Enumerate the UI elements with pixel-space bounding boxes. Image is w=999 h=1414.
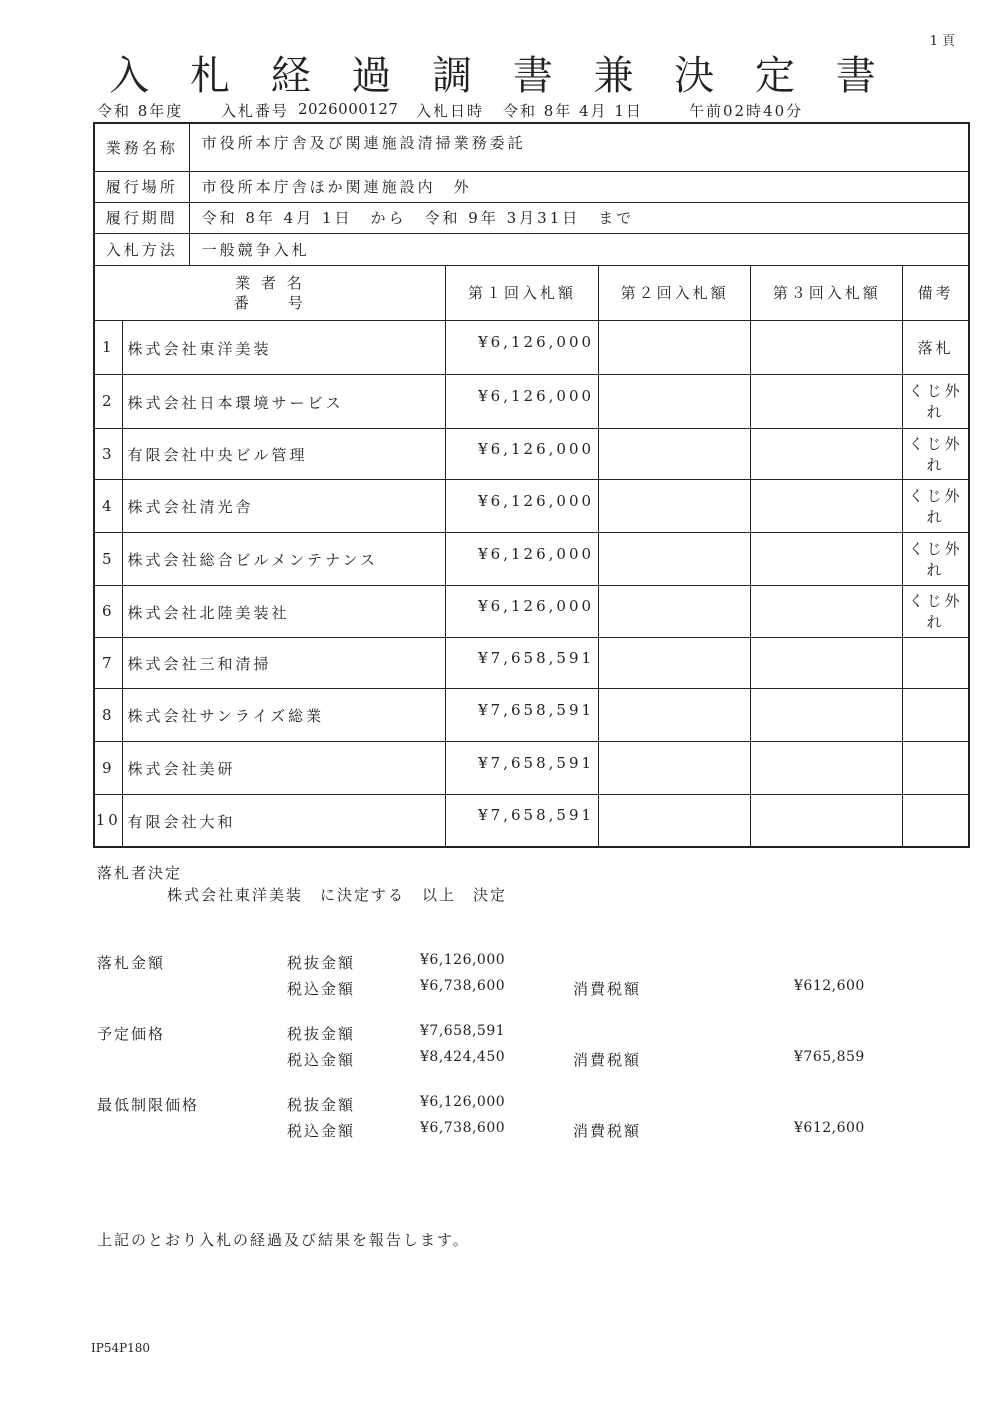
header-row xyxy=(94,171,969,202)
header-label: 入札方法 xyxy=(94,233,189,265)
summary-sub2-value: ¥6,738,600 xyxy=(420,978,506,994)
round3-amount xyxy=(751,794,903,847)
bid-date-label: 入札日時 xyxy=(416,102,485,120)
company-name: 株式会社サンライズ総業 xyxy=(122,688,445,741)
summary-sub2-label: 税込金額 xyxy=(287,980,356,998)
bid-date-value: 令和 8年 4月 1日 xyxy=(503,102,643,120)
column-header-round2: 第２回入札額 xyxy=(599,265,751,320)
award-label: 落札者決定 xyxy=(97,864,183,882)
bid-table xyxy=(93,122,970,848)
company-name: 株式会社北陸美装社 xyxy=(122,585,445,637)
remarks xyxy=(903,688,969,741)
row-number: 7 xyxy=(94,637,122,688)
header-label: 履行期間 xyxy=(94,202,189,233)
round2-amount xyxy=(599,637,751,688)
round3-amount xyxy=(751,479,903,532)
summary-tax-label: 消費税額 xyxy=(573,1051,642,1069)
summary-label: 予定価格 xyxy=(97,1025,166,1043)
summary-sub1-value: ¥7,658,591 xyxy=(420,1023,506,1039)
column-header-row xyxy=(94,265,969,320)
summary-sub1-value: ¥6,126,000 xyxy=(420,952,506,968)
round2-amount xyxy=(599,374,751,428)
page-number: 1 頁 xyxy=(929,34,955,49)
remarks: くじ外れ xyxy=(903,479,969,532)
summary-sub2-value: ¥8,424,450 xyxy=(420,1049,506,1065)
column-header-company-line2: 番 号 xyxy=(233,293,306,312)
header-label: 履行場所 xyxy=(94,171,189,202)
fiscal-year: 令和 8年度 xyxy=(97,102,184,120)
summary-tax-value: ¥765,859 xyxy=(794,1049,865,1065)
round1-amount: ¥6,126,000 xyxy=(445,585,598,637)
round1-amount: ¥7,658,591 xyxy=(445,741,598,794)
table-row xyxy=(94,428,969,479)
remarks xyxy=(903,637,969,688)
row-number: 2 xyxy=(94,374,122,428)
company-name: 株式会社東洋美装 xyxy=(122,320,445,374)
round1-amount: ¥6,126,000 xyxy=(445,428,598,479)
report-note: 上記のとおり入札の経過及び結果を報告します。 xyxy=(97,1231,470,1249)
round3-amount xyxy=(751,428,903,479)
round2-amount xyxy=(599,688,751,741)
header-value: 一般競争入札 xyxy=(189,233,969,265)
row-number: 5 xyxy=(94,532,122,585)
round1-amount: ¥6,126,000 xyxy=(445,479,598,532)
round1-amount: ¥7,658,591 xyxy=(445,688,598,741)
round2-amount xyxy=(599,320,751,374)
table-row xyxy=(94,585,969,637)
table-row xyxy=(94,794,969,847)
table-row xyxy=(94,741,969,794)
row-number: 4 xyxy=(94,479,122,532)
summary-label: 最低制限価格 xyxy=(97,1096,200,1114)
document-title: 入 札 経 過 調 書 兼 決 定 書 xyxy=(109,53,890,99)
round1-amount: ¥7,658,591 xyxy=(445,794,598,847)
summary-tax-value: ¥612,600 xyxy=(794,978,865,994)
summary-tax-label: 消費税額 xyxy=(573,980,642,998)
table-row xyxy=(94,479,969,532)
column-header-round1: 第１回入札額 xyxy=(445,265,598,320)
round1-amount: ¥7,658,591 xyxy=(445,637,598,688)
header-value: 令和 8年 4月 1日 から 令和 9年 3月31日 まで xyxy=(189,202,969,233)
round1-amount: ¥6,126,000 xyxy=(445,320,598,374)
remarks xyxy=(903,794,969,847)
round2-amount xyxy=(599,532,751,585)
summary-label: 落札金額 xyxy=(97,954,166,972)
column-header-remarks: 備考 xyxy=(903,265,969,320)
summary-sub2-label: 税込金額 xyxy=(287,1051,356,1069)
company-name: 株式会社三和清掃 xyxy=(122,637,445,688)
round2-amount xyxy=(599,794,751,847)
header-row xyxy=(94,233,969,265)
column-header-company xyxy=(94,265,445,320)
row-number: 3 xyxy=(94,428,122,479)
summary-sub1-label: 税抜金額 xyxy=(287,1025,356,1043)
header-value: 市役所本庁舎及び関連施設清掃業務委託 xyxy=(189,123,969,171)
round3-amount xyxy=(751,637,903,688)
summary-tax-label: 消費税額 xyxy=(573,1122,642,1140)
remarks: 落札 xyxy=(903,320,969,374)
column-header-company-line1: 業 者 名 xyxy=(235,273,305,292)
company-name: 株式会社清光舎 xyxy=(122,479,445,532)
round3-amount xyxy=(751,374,903,428)
round2-amount xyxy=(599,741,751,794)
round1-amount: ¥6,126,000 xyxy=(445,532,598,585)
table-row xyxy=(94,532,969,585)
summary-sub1-label: 税抜金額 xyxy=(287,1096,356,1114)
column-header-round3: 第３回入札額 xyxy=(751,265,903,320)
header-label: 業務名称 xyxy=(94,123,189,171)
form-code: IP54P180 xyxy=(91,1341,151,1355)
table-row xyxy=(94,374,969,428)
round3-amount xyxy=(751,532,903,585)
round2-amount xyxy=(599,479,751,532)
remarks: くじ外れ xyxy=(903,585,969,637)
table-row xyxy=(94,637,969,688)
table-row xyxy=(94,320,969,374)
header-value: 市役所本庁舎ほか関連施設内 外 xyxy=(189,171,969,202)
company-name: 有限会社大和 xyxy=(122,794,445,847)
round3-amount xyxy=(751,688,903,741)
bid-number-label: 入札番号 xyxy=(221,102,290,120)
remarks xyxy=(903,741,969,794)
summary-sub1-label: 税抜金額 xyxy=(287,954,356,972)
bid-time-value: 午前02時40分 xyxy=(689,102,804,120)
round1-amount: ¥6,126,000 xyxy=(445,374,598,428)
company-name: 有限会社中央ビル管理 xyxy=(122,428,445,479)
round3-amount xyxy=(751,585,903,637)
summary-sub2-label: 税込金額 xyxy=(287,1122,356,1140)
round2-amount xyxy=(599,428,751,479)
summary-tax-value: ¥612,600 xyxy=(794,1120,865,1136)
header-row xyxy=(94,123,969,171)
round3-amount xyxy=(751,320,903,374)
summary-sub1-value: ¥6,126,000 xyxy=(420,1094,506,1110)
row-number: 6 xyxy=(94,585,122,637)
remarks: くじ外れ xyxy=(903,532,969,585)
summary-sub2-value: ¥6,738,600 xyxy=(420,1120,506,1136)
row-number: 1 xyxy=(94,320,122,374)
company-name: 株式会社日本環境サービス xyxy=(122,374,445,428)
row-number: 10 xyxy=(94,794,122,847)
round3-amount xyxy=(751,741,903,794)
company-name: 株式会社美研 xyxy=(122,741,445,794)
row-number: 9 xyxy=(94,741,122,794)
round2-amount xyxy=(599,585,751,637)
header-row xyxy=(94,202,969,233)
bid-number-value: 2026000127 xyxy=(298,100,399,118)
remarks: くじ外れ xyxy=(903,374,969,428)
row-number: 8 xyxy=(94,688,122,741)
company-name: 株式会社総合ビルメンテナンス xyxy=(122,532,445,585)
table-row xyxy=(94,688,969,741)
remarks: くじ外れ xyxy=(903,428,969,479)
award-line: 株式会社東洋美装 に決定する 以上 決定 xyxy=(167,886,508,904)
